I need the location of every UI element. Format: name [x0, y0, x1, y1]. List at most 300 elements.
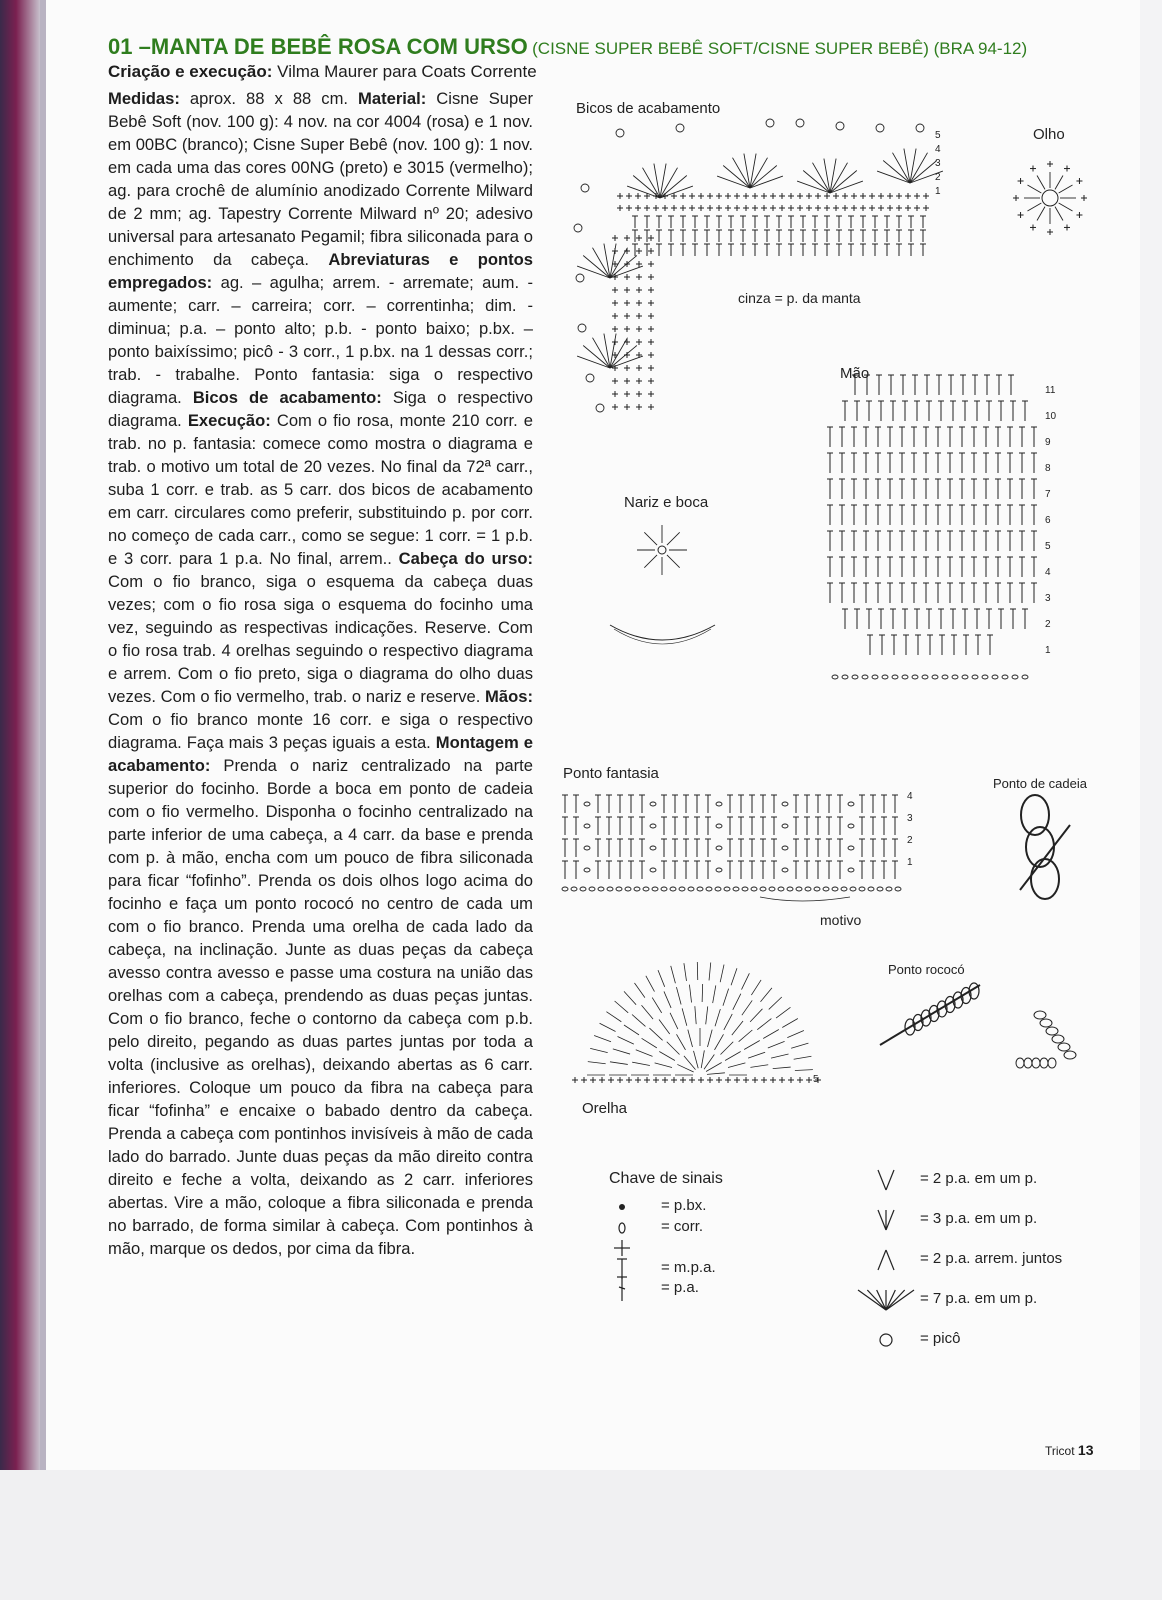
chain-stitch	[650, 868, 656, 872]
ear-stitch	[725, 1052, 741, 1061]
chain-stitch	[962, 675, 968, 679]
ear-stitch	[739, 1030, 753, 1042]
chain-stitch	[848, 824, 854, 828]
eye-stitch	[1037, 175, 1045, 189]
row-number: 3	[907, 813, 913, 824]
three-dc-one-stitch-icon	[886, 1210, 894, 1230]
ear-stitch	[658, 970, 665, 987]
seven-dc-fan-icon	[856, 1283, 916, 1317]
olho-diagram	[1000, 148, 1100, 248]
fan-stitch	[583, 346, 610, 368]
fan-stitch	[610, 266, 643, 278]
key-label: = m.p.a.	[661, 1258, 716, 1276]
chain-stitch	[848, 868, 854, 872]
chain-stitch	[584, 868, 590, 872]
fan-stitch	[797, 181, 830, 193]
ear-stitch	[742, 1000, 752, 1015]
row-number: 6	[1045, 515, 1051, 526]
chain-stitch	[716, 868, 722, 872]
chain-stitch	[650, 824, 656, 828]
row-number: 3	[935, 158, 941, 169]
body-heading: Material:	[358, 89, 427, 108]
ear-stitch	[744, 1041, 760, 1050]
chain-stitch	[688, 887, 694, 891]
scan-background	[0, 1470, 1162, 1600]
ear-stitch	[706, 1063, 722, 1072]
row-number: 5	[935, 130, 941, 141]
chain-stitch	[841, 887, 847, 891]
row-number: 11	[1045, 385, 1056, 396]
picot-icon	[578, 324, 586, 332]
chain-stitch	[706, 887, 712, 891]
chain-stitch	[716, 846, 722, 850]
ear-stitch	[748, 1052, 765, 1058]
picot-icon	[676, 124, 684, 132]
ear-stitch	[677, 1064, 693, 1072]
eye-stitch	[1055, 207, 1063, 221]
motivo-label: motivo	[820, 912, 862, 928]
page-footer	[1045, 1442, 1093, 1458]
ear-stitch	[769, 997, 782, 1009]
row-number: 8	[1045, 463, 1051, 474]
ear-stitch	[664, 991, 671, 1008]
chain-stitch	[787, 887, 793, 891]
picot-icon	[576, 274, 584, 282]
bicos-diagram	[560, 118, 960, 428]
ear-stitch	[723, 989, 729, 1006]
picot-icon	[796, 119, 804, 127]
two-dc-together-icon	[886, 1250, 894, 1270]
chain-stitch	[607, 887, 613, 891]
chain-stitch	[823, 887, 829, 891]
two-dc-one-stitch-icon	[856, 1163, 916, 1197]
fan-stitch	[803, 171, 830, 193]
chain-stitch	[716, 824, 722, 828]
chain-stitch	[805, 887, 811, 891]
fan-stitch	[723, 166, 750, 188]
picot-icon	[766, 119, 774, 127]
chain-stitch	[742, 887, 748, 891]
body-heading: Bicos de acabamento:	[192, 388, 382, 407]
credit-line	[108, 62, 537, 82]
ear-stitch	[720, 965, 724, 983]
body-text-run: Com o fio branco monte 16 corr. e siga o respectivo diagrama. Faça mais 3 peças iguais a esta.	[108, 710, 533, 752]
chain-stitch	[782, 802, 788, 806]
picot-icon	[596, 404, 604, 412]
chain-stitch	[796, 887, 802, 891]
key-label: = 7 p.a. em um p.	[920, 1290, 1038, 1307]
row-number: 1	[1045, 645, 1051, 656]
body-text-run: aprox. 88 x 88 cm.	[179, 89, 359, 108]
chain-stitch	[868, 887, 874, 891]
rococo-bead	[1048, 1058, 1056, 1068]
ear-stitch	[649, 1028, 662, 1040]
picot-icon	[916, 124, 924, 132]
key-label: = 2 p.a. em um p.	[920, 1170, 1038, 1187]
article-subtitle: (CISNE SUPER BEBÊ SOFT/CISNE SUPER BEBÊ) (BRA 94-12)	[532, 39, 1028, 58]
body-text-run: Prenda o nariz centralizado na parte superior do focinho. Borde a boca em ponto de cadeia com o fio vermelho. Disponha o focinho centralizado na parte inferior de uma cabeça, a 4 carr. da base e prenda com p. à mão, encha com um pouco de fibra siliconada para ficar “fofinho”. Prenda os dois olhos logo acima do focinho e faça um ponto rococó no centro de cada um com o fio branco. Prenda uma orelha de cada lado da cabeça, na inclinação. Junte as duas peças da cabeça avesso contra avesso e passe uma costura na união das orelhas com a cabeça, prendendo as duas peças juntas. Com o fio branco, feche o contorno da cabeça com p.b. pelo direito, pegando as duas partes juntas por toda a volta (inclusive as orelhas), deixando abertas as 6 carr. inferiores. Coloque um pouco da fibra na cabeça para ficar “fofinha” e encaixe o babado dentro da cabeça. Prenda a cabeça com pontinhos invisíveis à mão de cada lado do barrado. Junte duas peças da mão direito contra direito e feche a volta, deixando as 2 carr. inferiores abertas. Vire a mão, coloque a fibra siliconada e prenda no barrado, de forma similar à cabeça. Com pontinhos à mão, marque os dedos, por cima da fibra.	[108, 756, 533, 1258]
chain-stitch	[942, 675, 948, 679]
chain-stitch	[580, 887, 586, 891]
nose-stitch	[644, 555, 657, 568]
ear-stitch	[676, 987, 681, 1004]
ear-stitch	[724, 1014, 732, 1030]
row-number: 5	[1045, 541, 1051, 552]
mao-label: Mão	[840, 365, 870, 382]
ear-stitch	[624, 991, 636, 1004]
ear-stitch	[677, 1034, 686, 1050]
chain-stitch	[697, 887, 703, 891]
ear-stitch	[732, 1021, 743, 1035]
chain-stitch	[877, 887, 883, 891]
picot-icon	[574, 224, 582, 232]
row-number: 7	[1045, 489, 1051, 500]
picot-icon	[586, 374, 594, 382]
body-heading: Abreviaturas e pontos empregados:	[108, 250, 533, 292]
mouth-line	[610, 625, 715, 640]
article-body	[108, 87, 533, 1260]
two-dc-one-stitch-icon	[886, 1170, 894, 1190]
fan-stitch	[750, 166, 777, 188]
ear-stitch	[632, 1062, 650, 1065]
ear-stitch	[667, 1042, 680, 1055]
ear-stitch	[671, 966, 676, 983]
eye-stitch	[1059, 203, 1073, 211]
ear-stitch	[750, 1009, 762, 1022]
ear-stitch	[684, 1056, 696, 1070]
chain-stitch	[1022, 675, 1028, 679]
ear-stitch	[751, 980, 761, 995]
ear-stitch	[776, 1007, 790, 1018]
double-crochet-icon	[592, 1272, 652, 1306]
row-number: 5	[813, 1074, 819, 1085]
three-dc-one-stitch-icon	[878, 1210, 886, 1230]
row-number: 2	[1045, 619, 1051, 630]
ear-stitch	[702, 984, 703, 1002]
seven-dc-fan-icon	[886, 1290, 905, 1310]
ponto-cadeia-label: Ponto de cadeia	[993, 776, 1087, 791]
ear-stitch	[750, 1065, 768, 1068]
ear-stitch	[646, 976, 655, 992]
eye-stitch	[1059, 185, 1073, 193]
credit-label: Criação e execução:	[108, 62, 273, 81]
chain-stitch	[571, 887, 577, 891]
ear-stitch	[768, 1041, 785, 1048]
rococo-bead	[1034, 1011, 1046, 1019]
chain-stitch	[782, 846, 788, 850]
body-heading: Medidas:	[108, 89, 180, 108]
fan-stitch	[610, 256, 637, 278]
fan-stitch	[830, 181, 863, 193]
chain-stitch	[848, 802, 854, 806]
eye-stitch	[1027, 203, 1041, 211]
dot-icon	[619, 1204, 625, 1210]
ponto-cadeia-illustration	[1000, 795, 1100, 925]
ear-stitch	[794, 1056, 812, 1059]
picot-icon	[836, 122, 844, 130]
row-number: 10	[1045, 411, 1057, 422]
key-label: = 2 p.a. arrem. juntos	[920, 1250, 1063, 1267]
two-dc-one-stitch-icon	[878, 1170, 886, 1190]
rococo-bead	[1046, 1027, 1058, 1035]
row-number: 4	[935, 144, 941, 155]
ear-stitch	[713, 985, 716, 1003]
key-label: = p.a.	[661, 1279, 699, 1296]
ear-stitch	[782, 1019, 798, 1028]
key-label: = 3 p.a. em um p.	[920, 1210, 1038, 1227]
chain-stitch	[650, 802, 656, 806]
ear-stitch	[787, 1031, 804, 1038]
body-text-run: Com o fio branco, siga o esquema da cabeça duas vezes; com o fio rosa siga o esquema do focinho uma vez, seguindo as respectivas indicações. Reserve. Com o fio rosa trab. 4 orelhas seguindo o respectivo diagrama e arrem. Com o fio preto, siga o diagrama do olho duas vezes. Com o fio vermelho, trab. o nariz e reserve.	[108, 572, 533, 706]
chain-stitch	[872, 675, 878, 679]
eye-stitch	[1055, 175, 1063, 189]
chain-stitch	[584, 846, 590, 850]
credit-value: Vilma Maurer para Coats Corrente	[277, 62, 537, 81]
rococo-bead	[1040, 1019, 1052, 1027]
article-title: 01 –MANTA DE BEBÊ ROSA COM URSO	[108, 34, 528, 59]
chain-stitch	[760, 887, 766, 891]
chain-stitch	[922, 675, 928, 679]
chain-stitch	[625, 887, 631, 891]
eye-center	[1042, 190, 1058, 206]
ear-stitch	[655, 1063, 672, 1068]
chain-stitch	[584, 824, 590, 828]
ear-stitch	[624, 1025, 639, 1035]
fan-stitch	[750, 176, 783, 188]
rococo-bead	[1058, 1043, 1070, 1051]
cinza-label: cinza = p. da manta	[738, 290, 861, 306]
ear-stitch	[659, 1019, 670, 1033]
nose-stitch	[667, 532, 680, 545]
ear-stitch	[689, 985, 691, 1003]
ear-stitch	[709, 963, 711, 981]
chain-stitch	[715, 887, 721, 891]
chain-stitch	[661, 887, 667, 891]
chain-stitch	[832, 887, 838, 891]
chain-stitch	[562, 887, 568, 891]
ear-stitch	[606, 1012, 621, 1022]
chain-stitch	[724, 887, 730, 891]
chain-stitch	[598, 887, 604, 891]
ear-stitch	[760, 988, 771, 1002]
chain-stitch	[859, 887, 865, 891]
fan-stitch	[910, 161, 937, 183]
two-dc-together-icon	[878, 1250, 886, 1270]
ear-stitch	[707, 1073, 725, 1075]
ear-stitch	[715, 1034, 724, 1050]
row-number: 2	[935, 172, 941, 183]
nariz-boca-diagram	[600, 515, 740, 660]
ear-stitch	[615, 1001, 629, 1013]
fan-stitch	[583, 256, 610, 278]
fan-stitch	[577, 356, 610, 368]
key-label: = p.bx.	[661, 1197, 707, 1214]
chain-stitch	[652, 887, 658, 891]
motivo-bracket	[760, 897, 850, 901]
chain-stitch	[892, 675, 898, 679]
chain-stitch	[886, 887, 892, 891]
rococo-bead	[1040, 1058, 1048, 1068]
chain-stitch	[982, 675, 988, 679]
chain-stitch	[862, 675, 868, 679]
rococo-bead	[1024, 1058, 1032, 1068]
magazine-spine	[0, 0, 40, 1470]
seven-dc-fan-icon	[867, 1290, 886, 1310]
ear-stitch	[708, 1030, 713, 1047]
rococo-bead	[1064, 1051, 1076, 1059]
ear-stitch	[721, 1042, 734, 1055]
chain-stitch	[992, 675, 998, 679]
ear-stitch	[588, 1062, 606, 1064]
fan-stitch	[883, 161, 910, 183]
magazine-name: Tricot	[1045, 1444, 1075, 1458]
picot-icon	[581, 184, 589, 192]
chain-stitch	[589, 887, 595, 891]
eye-stitch	[1027, 185, 1041, 193]
rococo-bead	[1052, 1035, 1064, 1043]
ear-stitch	[590, 1048, 607, 1052]
chain-stitch	[616, 887, 622, 891]
fan-stitch	[627, 186, 660, 198]
key-label: = picô	[920, 1330, 961, 1347]
ponto-fantasia-label: Ponto fantasia	[563, 765, 659, 782]
fan-stitch	[830, 171, 857, 193]
chain-stitch	[912, 675, 918, 679]
body-text-run: Com o fio rosa, monte 210 corr. e trab. no p. fantasia: comece como mostra o diagrama e trab. o motivo um total de 20 vezes. No final da 72ª carr., suba 1 corr. e trab. as 5 carr. dos bicos de acabamento em carr. circulares como preferir, substituindo p. por corr. no começo de cada carr., como se segue: 1 corr. = 1 p.b. e 3 corr. para 1 p.a. No final, arrem..	[108, 411, 533, 568]
chain-stitch	[733, 887, 739, 891]
chain-stitch	[751, 887, 757, 891]
body-text-run: Siga o respectivo diagrama.	[108, 388, 533, 430]
chain-stitch	[650, 846, 656, 850]
ear-stitch	[642, 1038, 657, 1048]
fan-stitch	[717, 176, 750, 188]
ear-stitch	[642, 1005, 654, 1019]
bicos-label: Bicos de acabamento	[576, 100, 721, 117]
nariz-boca-label: Nariz e boca	[624, 494, 709, 511]
ear-stitch	[684, 963, 687, 981]
chain-stitch	[932, 675, 938, 679]
chain-stitch	[670, 887, 676, 891]
chain-stitch	[952, 675, 958, 679]
ear-stitch	[704, 1055, 714, 1070]
ear-stitch	[632, 1015, 645, 1027]
body-text-run: ag. – agulha; arrem. - arremate; aum. - aumente; carr. – carreira; corr. – correntinha; dim. - diminua; p.a. – ponto alto; p.b. - ponto baixo; p.bx. – ponto baixíssimo; picô - 3 corr., 1 p.bx. na 1 dessas corr.; trab. - trabalhe. Ponto fantasia: siga o respectivo diagrama.	[108, 273, 533, 407]
ear-stitch	[682, 1008, 687, 1025]
article-title-line	[108, 34, 1148, 60]
chain-stitch	[782, 824, 788, 828]
mouth-line-inner	[614, 629, 711, 644]
chain-stitch	[679, 887, 685, 891]
two-dc-together-icon	[856, 1243, 916, 1277]
eye-stitch	[1037, 207, 1045, 221]
ear-stitch	[618, 1037, 634, 1045]
ear-stitch	[636, 1050, 653, 1057]
chain-stitch	[895, 887, 901, 891]
rococo-bead	[1016, 1058, 1024, 1068]
ear-stitch	[728, 1063, 745, 1068]
chain-stitch	[852, 675, 858, 679]
chain-stitch	[643, 887, 649, 891]
ear-stitch	[594, 1036, 611, 1042]
picot-icon	[856, 1323, 916, 1357]
page-number: 13	[1077, 1442, 1094, 1458]
ear-stitch	[742, 973, 750, 989]
nose-stitch	[667, 555, 680, 568]
rococo-needle	[880, 985, 980, 1045]
key-label: = corr.	[661, 1217, 704, 1235]
ear-stitch	[652, 998, 661, 1013]
olho-label: Olho	[1033, 126, 1065, 143]
chain-stitch	[882, 675, 888, 679]
ear-stitch	[600, 1023, 616, 1031]
ear-stitch	[733, 994, 741, 1010]
ear-stitch	[773, 1067, 791, 1069]
rococo-bead	[1032, 1058, 1040, 1068]
orelha-diagram	[555, 950, 855, 1110]
row-number: 9	[1045, 437, 1051, 448]
ear-stitch	[757, 1019, 771, 1030]
ear-stitch	[715, 1009, 720, 1026]
mao-diagram	[795, 385, 1095, 695]
ponto-fantasia-diagram	[560, 785, 940, 915]
ear-stitch	[731, 968, 737, 985]
chain-stitch	[842, 675, 848, 679]
ear-stitch	[795, 1070, 813, 1071]
ear-stitch	[610, 1062, 628, 1065]
ear-stitch	[613, 1049, 630, 1054]
chain-stitch	[1002, 675, 1008, 679]
ponto-rococo-label: Ponto rococó	[888, 962, 965, 977]
nose-stitch	[644, 532, 657, 545]
row-number: 2	[907, 835, 913, 846]
body-text-run: Cisne Super Bebê Soft (nov. 100 g): 4 nov. na cor 4004 (rosa) e 1 nov. em 00BC (branco); Cisne Super Bebê (nov. 100 g): 1 nov. em cada uma das cores 00NG (preto) e 3015 (vermelho); ag. para crochê de alumínio anodizado Corrente Milward de 2 mm; ag. Tapestry Corrente Milward nº 20; adesivo universal para artesanato Pegamil; fibra siliconada para o enchimento da cabeça.	[108, 89, 533, 269]
row-number: 3	[1045, 593, 1051, 604]
nose-center	[658, 546, 666, 554]
body-heading: Mãos:	[485, 687, 533, 706]
chain-stitch	[902, 675, 908, 679]
chain-stitch	[716, 802, 722, 806]
ear-stitch	[659, 1052, 675, 1061]
ear-stitch	[634, 983, 644, 998]
body-heading: Cabeça do urso:	[398, 549, 534, 568]
picot-icon	[616, 129, 624, 137]
ponto-rococo-illustration	[870, 975, 1110, 1085]
chain-stitch	[584, 802, 590, 806]
chain-stitch	[778, 887, 784, 891]
ear-stitch	[791, 1043, 808, 1048]
ear-stitch	[763, 1030, 779, 1039]
chain-stitch	[782, 868, 788, 872]
chain-stitch	[634, 887, 640, 891]
ear-stitch	[670, 1013, 678, 1029]
fan-stitch	[577, 266, 610, 278]
ear-stitch	[771, 1054, 789, 1058]
chain-stitch	[848, 846, 854, 850]
fan-stitch	[610, 346, 637, 368]
chain-stitch	[1012, 675, 1018, 679]
chain-stitch	[850, 887, 856, 891]
chain-stitch	[814, 887, 820, 891]
row-number: 1	[935, 186, 941, 197]
ear-stitch	[695, 1006, 696, 1024]
picot-icon	[876, 124, 884, 132]
orelha-label: Orelha	[582, 1100, 628, 1117]
body-heading: Execução:	[187, 411, 271, 430]
ear-stitch	[706, 1006, 708, 1024]
ear-stitch	[694, 1051, 699, 1068]
chain-stitch	[769, 887, 775, 891]
chain-stitch	[972, 675, 978, 679]
